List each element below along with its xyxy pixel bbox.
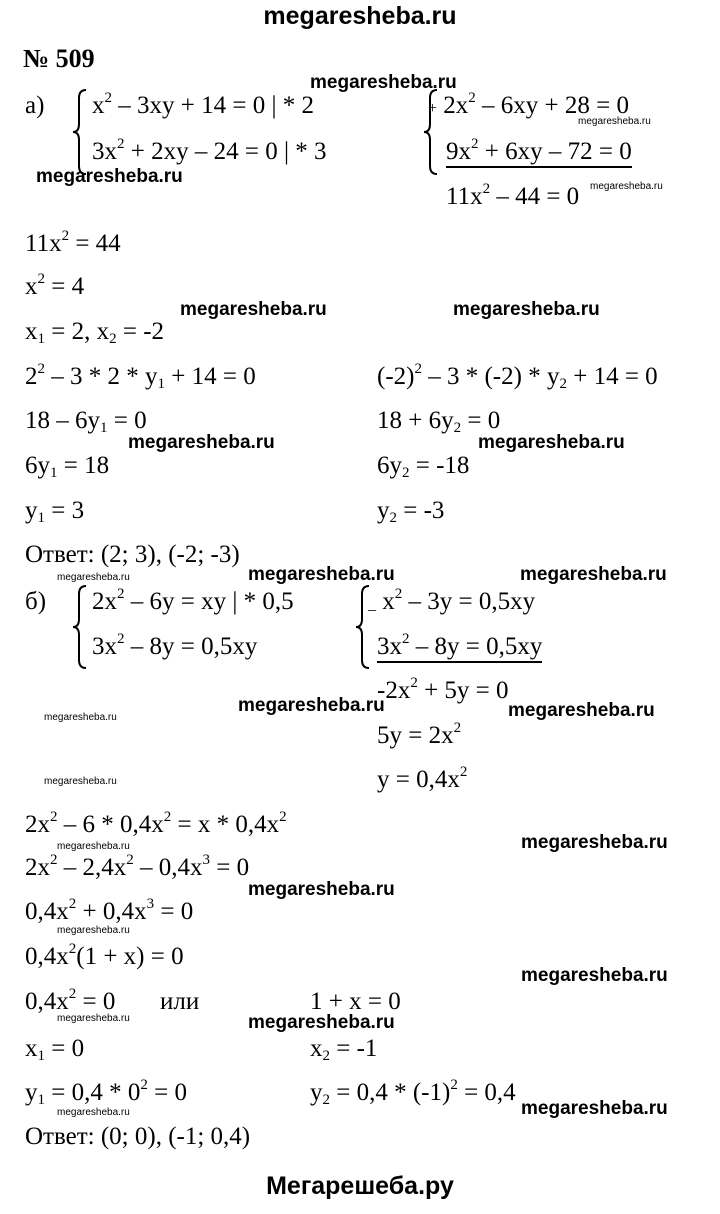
- part-b-label: б): [25, 588, 47, 615]
- watermark: megaresheba.ru: [248, 564, 395, 585]
- part-b-x1: $x_1 = 0$: [25, 1035, 85, 1064]
- part-a-label: а): [25, 92, 45, 119]
- part-a-step-2: $x^2 = 4$: [25, 271, 85, 300]
- part-b-derive-2: $5y = 2x^2$: [377, 720, 462, 749]
- part-a-step-3: $x_1 = 2$, $x_2 = -2$: [25, 318, 165, 347]
- part-a-system1-brace: [72, 88, 88, 176]
- watermark: megaresheba.ru: [453, 299, 600, 320]
- watermark-small: megaresheba.ru: [57, 841, 130, 852]
- watermark: megaresheba.ru: [478, 432, 625, 453]
- part-a-system2-eq2: $9x^2 + 6xy - 72 = 0$: [446, 137, 632, 167]
- problem-number: № 509: [23, 44, 95, 73]
- watermark-small: megaresheba.ru: [590, 181, 663, 192]
- part-b-system1-brace: [72, 584, 88, 670]
- part-b-system2-eq2: $3x^2 - 8y = 0,5xy$: [377, 632, 542, 662]
- part-b-step-2: $2x^2 - 2,4x^2 - 0,4x^3 = 0$: [25, 852, 250, 881]
- watermark: megaresheba.ru: [521, 1098, 668, 1119]
- part-a-right-1: $(-2)^2 - 3 * (-2) * y_2 + 14 = 0$: [377, 361, 658, 392]
- part-b-x2: $x_2 = -1$: [310, 1035, 378, 1064]
- part-b-step-3: $0,4x^2 + 0,4x^3 = 0$: [25, 896, 194, 925]
- part-a-sum: $11x^2 - 44 = 0$: [446, 181, 580, 210]
- watermark-small: megaresheba.ru: [578, 116, 651, 127]
- part-a-system2-eq1: + $2x^2 - 6xy + 28 = 0$: [428, 90, 629, 119]
- watermark: megaresheba.ru: [521, 965, 668, 986]
- watermark-small: megaresheba.ru: [44, 712, 117, 723]
- part-b-y2: $y_2 = 0,4 * (-1)^2 = 0,4$: [310, 1077, 516, 1108]
- part-a-left-3: $6y_1 = 18$: [25, 452, 110, 481]
- part-b-system1-eq1: $2x^2 - 6y$ = xy | * 0,5: [92, 586, 294, 615]
- watermark: megaresheba.ru: [36, 166, 183, 187]
- part-a-answer: Ответ: (2; 3), (-2; -3): [25, 541, 240, 568]
- watermark-small: megaresheba.ru: [57, 572, 130, 583]
- watermark-small: megaresheba.ru: [57, 925, 130, 936]
- watermark-small: megaresheba.ru: [57, 1013, 130, 1024]
- part-b-case-right: 1 + x = 0: [310, 988, 401, 1015]
- watermark-small: megaresheba.ru: [57, 1107, 130, 1118]
- watermark: megaresheba.ru: [248, 1012, 395, 1033]
- watermark: megaresheba.ru: [520, 564, 667, 585]
- part-b-case-left: $0,4x^2 = 0$: [25, 986, 116, 1015]
- part-a-system1-eq2: $3x^2 + 2xy - 24 = 0$ | * 3: [92, 136, 327, 165]
- watermark: megaresheba.ru: [521, 832, 668, 853]
- part-a-left-4: $y_1 = 3$: [25, 497, 85, 526]
- site-header[interactable]: megaresheba.ru: [263, 2, 457, 30]
- part-b-system2-eq1: _ $x^2 - 3y = 0,5xy$: [368, 586, 536, 615]
- part-a-system1-eq1: $x^2 - 3xy + 14 = 0$ | * 2: [92, 90, 314, 119]
- watermark: megaresheba.ru: [180, 299, 327, 320]
- watermark: megaresheba.ru: [508, 700, 655, 721]
- watermark: megaresheba.ru: [128, 432, 275, 453]
- part-b-or-word: или: [160, 988, 200, 1015]
- watermark: megaresheba.ru: [310, 72, 457, 93]
- part-a-right-2: $18 + 6y_2 = 0$: [377, 407, 501, 436]
- part-b-step-4: $0,4x^2(1 + x) = 0$: [25, 941, 184, 970]
- watermark: megaresheba.ru: [248, 879, 395, 900]
- part-a-left-2: $18 - 6y_1 = 0$: [25, 407, 147, 436]
- part-b-derive-1: $-2x^2 + 5y = 0$: [377, 675, 509, 704]
- part-b-y1: $y_1 = 0,4 * 0^2 = 0$: [25, 1077, 187, 1108]
- part-a-right-4: $y_2 = -3$: [377, 497, 445, 526]
- watermark: megaresheba.ru: [238, 695, 385, 716]
- part-a-right-3: $6y_2 = -18$: [377, 452, 470, 481]
- part-b-step-1: $2x^2 - 6 * 0,4x^2 = x * 0,4x^2$: [25, 809, 287, 838]
- part-a-left-1: $2^2 - 3 * 2 * y_1 + 14 = 0$: [25, 361, 256, 392]
- watermark-small: megaresheba.ru: [44, 776, 117, 787]
- part-a-step-1: $11x^2 = 44$: [25, 228, 121, 257]
- part-b-answer: Ответ: (0; 0), (-1; 0,4): [25, 1123, 251, 1150]
- site-footer[interactable]: Мегарешеба.ру: [266, 1172, 454, 1200]
- part-b-derive-3: $y = 0,4x^2$: [377, 764, 468, 793]
- part-b-system1-eq2: $3x^2 - 8y = 0,5xy$: [92, 631, 258, 660]
